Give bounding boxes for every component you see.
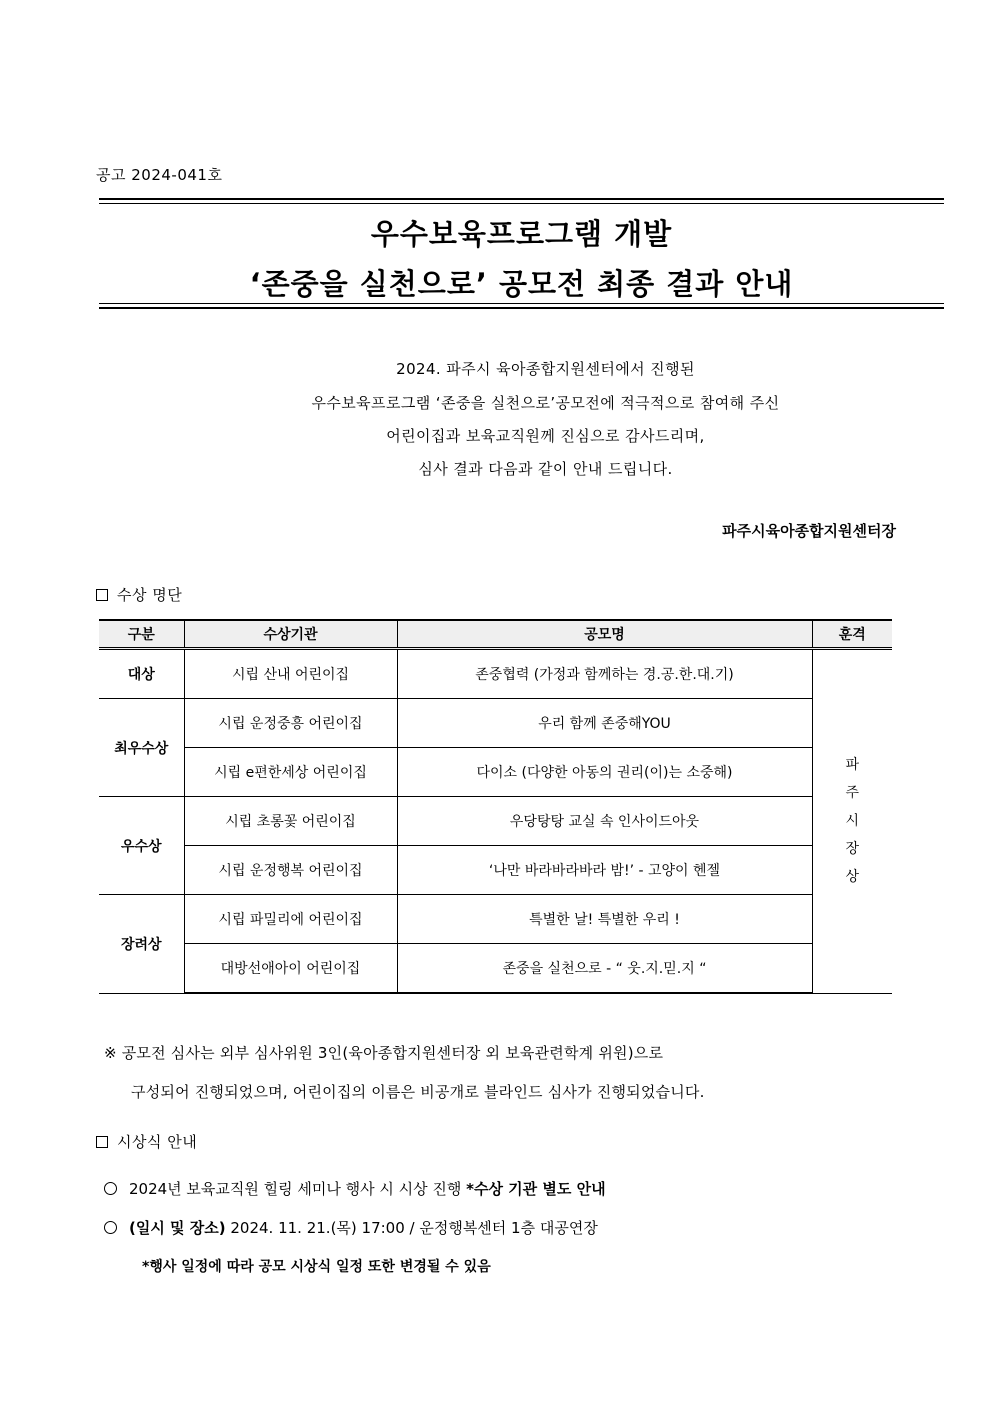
ceremony-item-1-text: 2024년 보육교직원 힐링 세미나 행사 시 시상 진행: [129, 1180, 467, 1198]
honor-char: 상: [845, 869, 860, 886]
category-encouragement: 장려상: [99, 895, 184, 994]
ceremony-item-1: [104, 1178, 606, 1199]
table-row: [99, 748, 892, 797]
entry-cell: ‘나만 바라바라바라 밤!’ - 고양이 헨젤: [397, 846, 812, 895]
entry-cell: 특별한 날! 특별한 우리 !: [397, 895, 812, 944]
entry-cell: 우리 함께 존중해YOU: [397, 699, 812, 748]
table-row: [99, 649, 892, 699]
honor-cell: [812, 649, 892, 994]
institution-cell: 대방선애아이 어린이집: [184, 944, 397, 994]
awards-table: [99, 619, 892, 994]
intro-line-4: 심사 결과 다음과 같이 안내 드립니다.: [418, 460, 673, 478]
ceremony-item-2-label: (일시 및 장소): [129, 1219, 226, 1237]
intro-line-3: 어린이집과 보육교직원께 진심으로 감사드리며,: [386, 427, 705, 445]
entry-cell: 다이소 (다양한 아동의 권리(이)는 소중해): [397, 748, 812, 797]
intro-line-2: 우수보육프로그램 ‘존중을 실천으로’공모전에 적극적으로 참여해 주신: [311, 394, 780, 412]
column-header-honor: 훈격: [812, 620, 892, 649]
table-row: [99, 944, 892, 994]
honor-char: 장: [845, 841, 860, 858]
title-rule-top: [99, 198, 944, 200]
judging-note-line1: ※ 공모전 심사는 외부 심사위원 3인(육아종합지원센터장 외 보육관련학계 위원)으로: [104, 1044, 664, 1062]
column-header-institution: 수상기관: [184, 620, 397, 649]
signer: 파주시육아종합지원센터장: [722, 522, 896, 540]
institution-cell: 시립 운정중흥 어린이집: [184, 699, 397, 748]
entry-cell: 존중협력 (가정과 함께하는 경.공.한.대.기): [397, 649, 812, 699]
intro-line-1: 2024. 파주시 육아종합지원센터에서 진행된: [396, 360, 695, 378]
ceremony-item-1-note: *수상 기관 별도 안내: [466, 1180, 606, 1198]
institution-cell: 시립 운정행복 어린이집: [184, 846, 397, 895]
column-header-entry: 공모명: [397, 620, 812, 649]
title-rule-bottom: [99, 307, 944, 309]
table-row: [99, 846, 892, 895]
institution-cell: 시립 e편한세상 어린이집: [184, 748, 397, 797]
honor-char: 주: [845, 785, 860, 802]
checkbox-square-icon: [96, 1136, 108, 1148]
circle-bullet-icon: [104, 1221, 117, 1234]
entry-cell: 존중을 실천으로 - “ 웃.지.믿.지 “: [397, 944, 812, 994]
table-row: [99, 895, 892, 944]
ceremony-section-heading: [96, 1131, 197, 1152]
ceremony-heading-text: 시상식 안내: [117, 1133, 198, 1151]
table-row: [99, 699, 892, 748]
category-excellence: 우수상: [99, 797, 184, 895]
entry-cell: 우당탕탕 교실 속 인사이드아웃: [397, 797, 812, 846]
honor-char: 파: [845, 757, 860, 774]
title-rule-top-inner: [99, 203, 944, 204]
institution-cell: 시립 파밀리에 어린이집: [184, 895, 397, 944]
institution-cell: 시립 초롱꽃 어린이집: [184, 797, 397, 846]
judging-note-line2: 구성되어 진행되었으며, 어린이집의 이름은 비공개로 블라인드 심사가 진행되었습니다.: [131, 1083, 705, 1101]
notice-number: 공고 2024-041호: [96, 166, 223, 184]
awards-heading-text: 수상 명단: [117, 586, 183, 604]
category-excellence-top: 최우수상: [99, 699, 184, 797]
title-rule-bottom-inner: [99, 303, 944, 304]
schedule-change-footnote: *행사 일정에 따라 공모 시상식 일정 또한 변경될 수 있음: [142, 1259, 491, 1275]
checkbox-square-icon: [96, 589, 108, 601]
table-row: [99, 797, 892, 846]
column-header-category: 구분: [99, 620, 184, 649]
institution-cell: 시립 산내 어린이집: [184, 649, 397, 699]
table-header-row: [99, 620, 892, 649]
honor-char: 시: [845, 813, 860, 830]
circle-bullet-icon: [104, 1182, 117, 1195]
category-grand-prize: 대상: [99, 649, 184, 699]
page-title-line2: ‘존중을 실천으로’ 공모전 최종 결과 안내: [249, 267, 794, 301]
page-title-line1: 우수보육프로그램 개발: [370, 217, 673, 251]
ceremony-item-2: [104, 1217, 598, 1238]
awards-section-heading: [96, 584, 182, 605]
ceremony-item-2-text: 2024. 11. 21.(목) 17:00 / 운정행복센터 1층 대공연장: [225, 1219, 598, 1237]
